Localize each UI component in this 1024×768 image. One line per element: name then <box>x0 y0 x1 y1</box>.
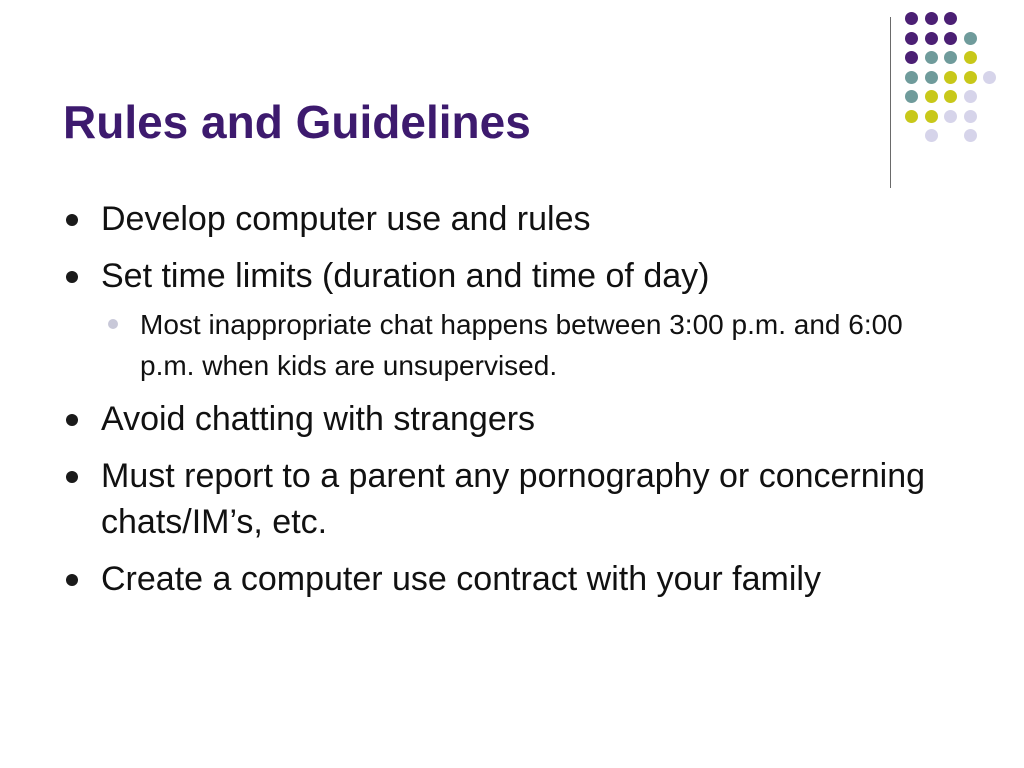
decorative-dot <box>944 71 957 84</box>
decorative-dot <box>905 51 918 64</box>
decorative-dot <box>983 71 996 84</box>
decorative-dot <box>925 129 938 142</box>
bullet-text: Must report to a parent any pornography or concerning chats/IM’s, etc. <box>101 457 926 541</box>
bullet-text: Most inappropriate chat happens between 3:00 p.m. and 6:00 p.m. when kids are unsupervised. <box>140 309 903 381</box>
bullet-text: Set time limits (duration and time of day) <box>101 257 710 295</box>
decorative-dot <box>964 51 977 64</box>
bullet-list <box>0 196 1024 613</box>
bullet-item <box>0 453 1024 545</box>
decorative-dot <box>944 90 957 103</box>
bullet-icon <box>66 471 78 483</box>
bullet-text: Avoid chatting with strangers <box>101 400 536 438</box>
decorative-dot <box>964 129 977 142</box>
bullet-icon <box>66 414 78 426</box>
decorative-dot <box>944 12 957 25</box>
bullet-icon <box>66 214 78 226</box>
decorative-dot <box>964 71 977 84</box>
decorative-dot <box>944 51 957 64</box>
decorative-dot <box>905 110 918 123</box>
decorative-dot <box>964 90 977 103</box>
title-divider-line <box>890 17 891 188</box>
decorative-dot <box>925 32 938 45</box>
decorative-dot <box>925 90 938 103</box>
decorative-dot <box>944 110 957 123</box>
decorative-dot <box>944 32 957 45</box>
decorative-dot <box>905 90 918 103</box>
bullet-text: Develop computer use and rules <box>101 200 591 238</box>
bullet-text: Create a computer use contract with your family <box>101 560 821 598</box>
decorative-dot <box>905 32 918 45</box>
decorative-dot <box>925 12 938 25</box>
bullet-item <box>0 396 1024 442</box>
decorative-dot <box>925 71 938 84</box>
decorative-dot <box>925 110 938 123</box>
bullet-icon <box>108 319 118 329</box>
bullet-icon <box>66 271 78 283</box>
decorative-dot <box>964 32 977 45</box>
bullet-item <box>0 253 1024 299</box>
bullet-item <box>0 556 1024 602</box>
sub-bullet-item <box>0 304 1024 386</box>
decorative-dot <box>925 51 938 64</box>
slide-title: Rules and Guidelines <box>63 96 531 148</box>
decorative-dot <box>964 110 977 123</box>
bullet-item <box>0 196 1024 242</box>
bullet-icon <box>66 574 78 586</box>
decorative-dot <box>905 71 918 84</box>
decorative-dot <box>905 12 918 25</box>
